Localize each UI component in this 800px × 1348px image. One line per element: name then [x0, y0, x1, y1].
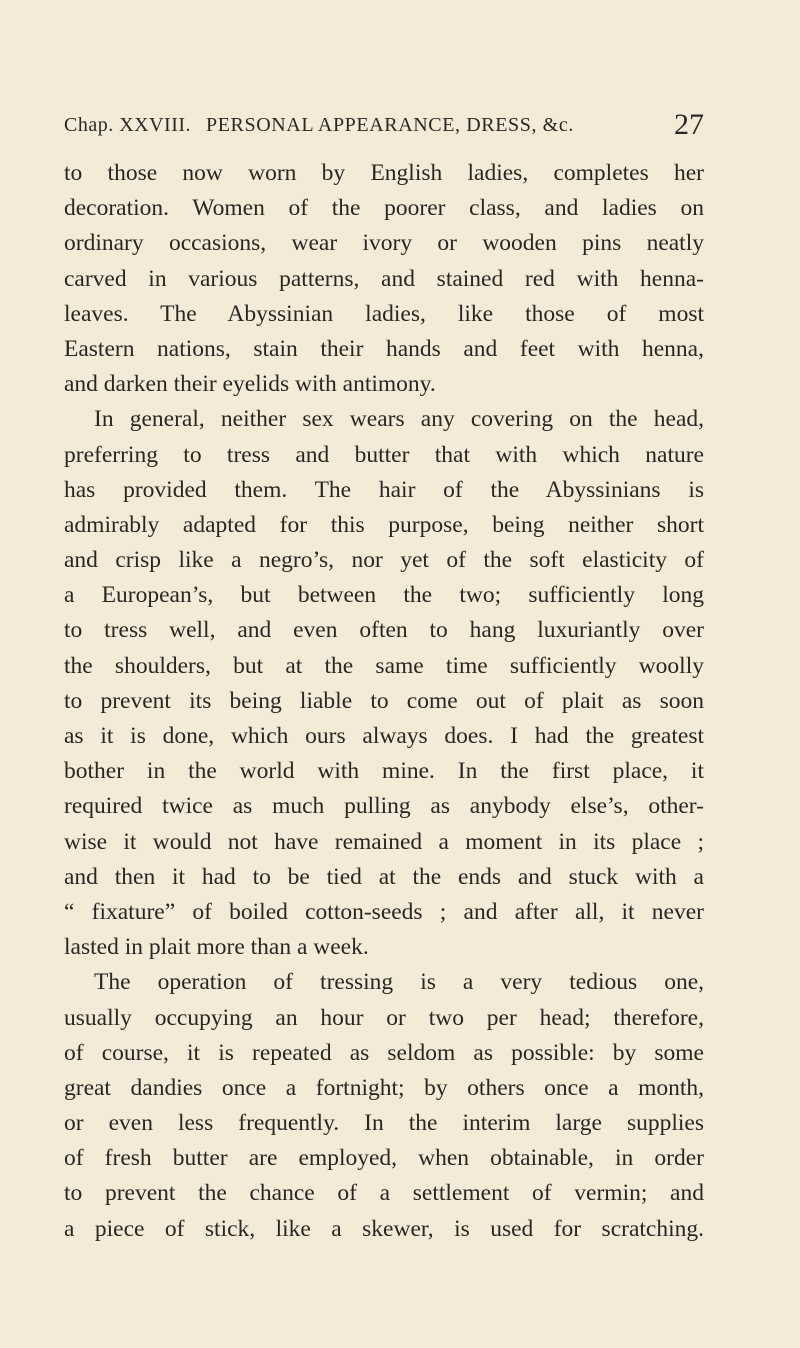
page-number: 27	[674, 108, 704, 141]
text-line: preferring to tress and butter that with which nature	[64, 441, 704, 468]
text-line: carved in various patterns, and stained red with henna-	[64, 265, 704, 292]
text-line: decoration. Women of the poorer class, and ladies on	[64, 195, 704, 222]
text-line: a piece of stick, like a skewer, is used for scratching.	[64, 1215, 704, 1242]
text-line: lasted in plait more than a week.	[64, 934, 369, 961]
text-line: of course, it is repeated as seldom as possible: by some	[64, 1039, 704, 1066]
text-line: admirably adapted for this purpose, being neither short	[64, 511, 704, 538]
text-line: great dandies once a fortnight; by others once a month,	[64, 1074, 704, 1101]
text-line: and then it had to be tied at the ends and stuck with a	[64, 863, 704, 890]
text-line: Eastern nations, stain their hands and feet with henna,	[64, 335, 704, 362]
running-title: PERSONAL APPEARANCE, DRESS, &c.	[206, 114, 574, 136]
text-line: usually occupying an hour or two per head; therefore,	[64, 1004, 704, 1031]
text-line: the shoulders, but at the same time sufficiently woolly	[64, 652, 704, 679]
text-line: has provided them. The hair of the Abyssinians is	[64, 476, 704, 503]
text-line: to tress well, and even often to hang luxuriantly over	[64, 617, 704, 644]
text-line: to those now worn by English ladies, completes her	[64, 160, 704, 186]
text-line: The operation of tressing is a very tedious one,	[94, 969, 704, 996]
text-line: wise it would not have remained a moment in its place ;	[64, 828, 704, 855]
text-line: to prevent the chance of a settlement of vermin; and	[64, 1180, 704, 1207]
text-line: leaves. The Abyssinian ladies, like those of most	[64, 300, 704, 327]
text-line: bother in the world with mine. In the first place, it	[64, 758, 704, 785]
text-line: required twice as much pulling as anybody else’s, other-	[64, 793, 704, 820]
text-line: “ fixature” of boiled cotton-seeds ; and after all, it never	[64, 898, 704, 925]
chapter-label: Chap. XXVIII.	[64, 114, 192, 136]
body-text	[64, 156, 704, 1247]
text-line: to prevent its being liable to come out of plait as soon	[64, 687, 704, 714]
text-line: or even less frequently. In the interim large supplies	[64, 1110, 704, 1137]
text-line: and crisp like a negro’s, nor yet of the soft elasticity of	[64, 547, 704, 574]
text-line: In general, neither sex wears any covering on the head,	[94, 406, 704, 433]
text-line: a European’s, but between the two; sufficiently long	[64, 582, 704, 609]
running-header	[64, 108, 704, 144]
text-line: of fresh butter are employed, when obtainable, in order	[64, 1145, 704, 1172]
text-line: and darken their eyelids with antimony.	[64, 371, 436, 398]
text-line: ordinary occasions, wear ivory or wooden pins neatly	[64, 230, 704, 257]
text-line: as it is done, which ours always does. I had the greatest	[64, 723, 704, 749]
